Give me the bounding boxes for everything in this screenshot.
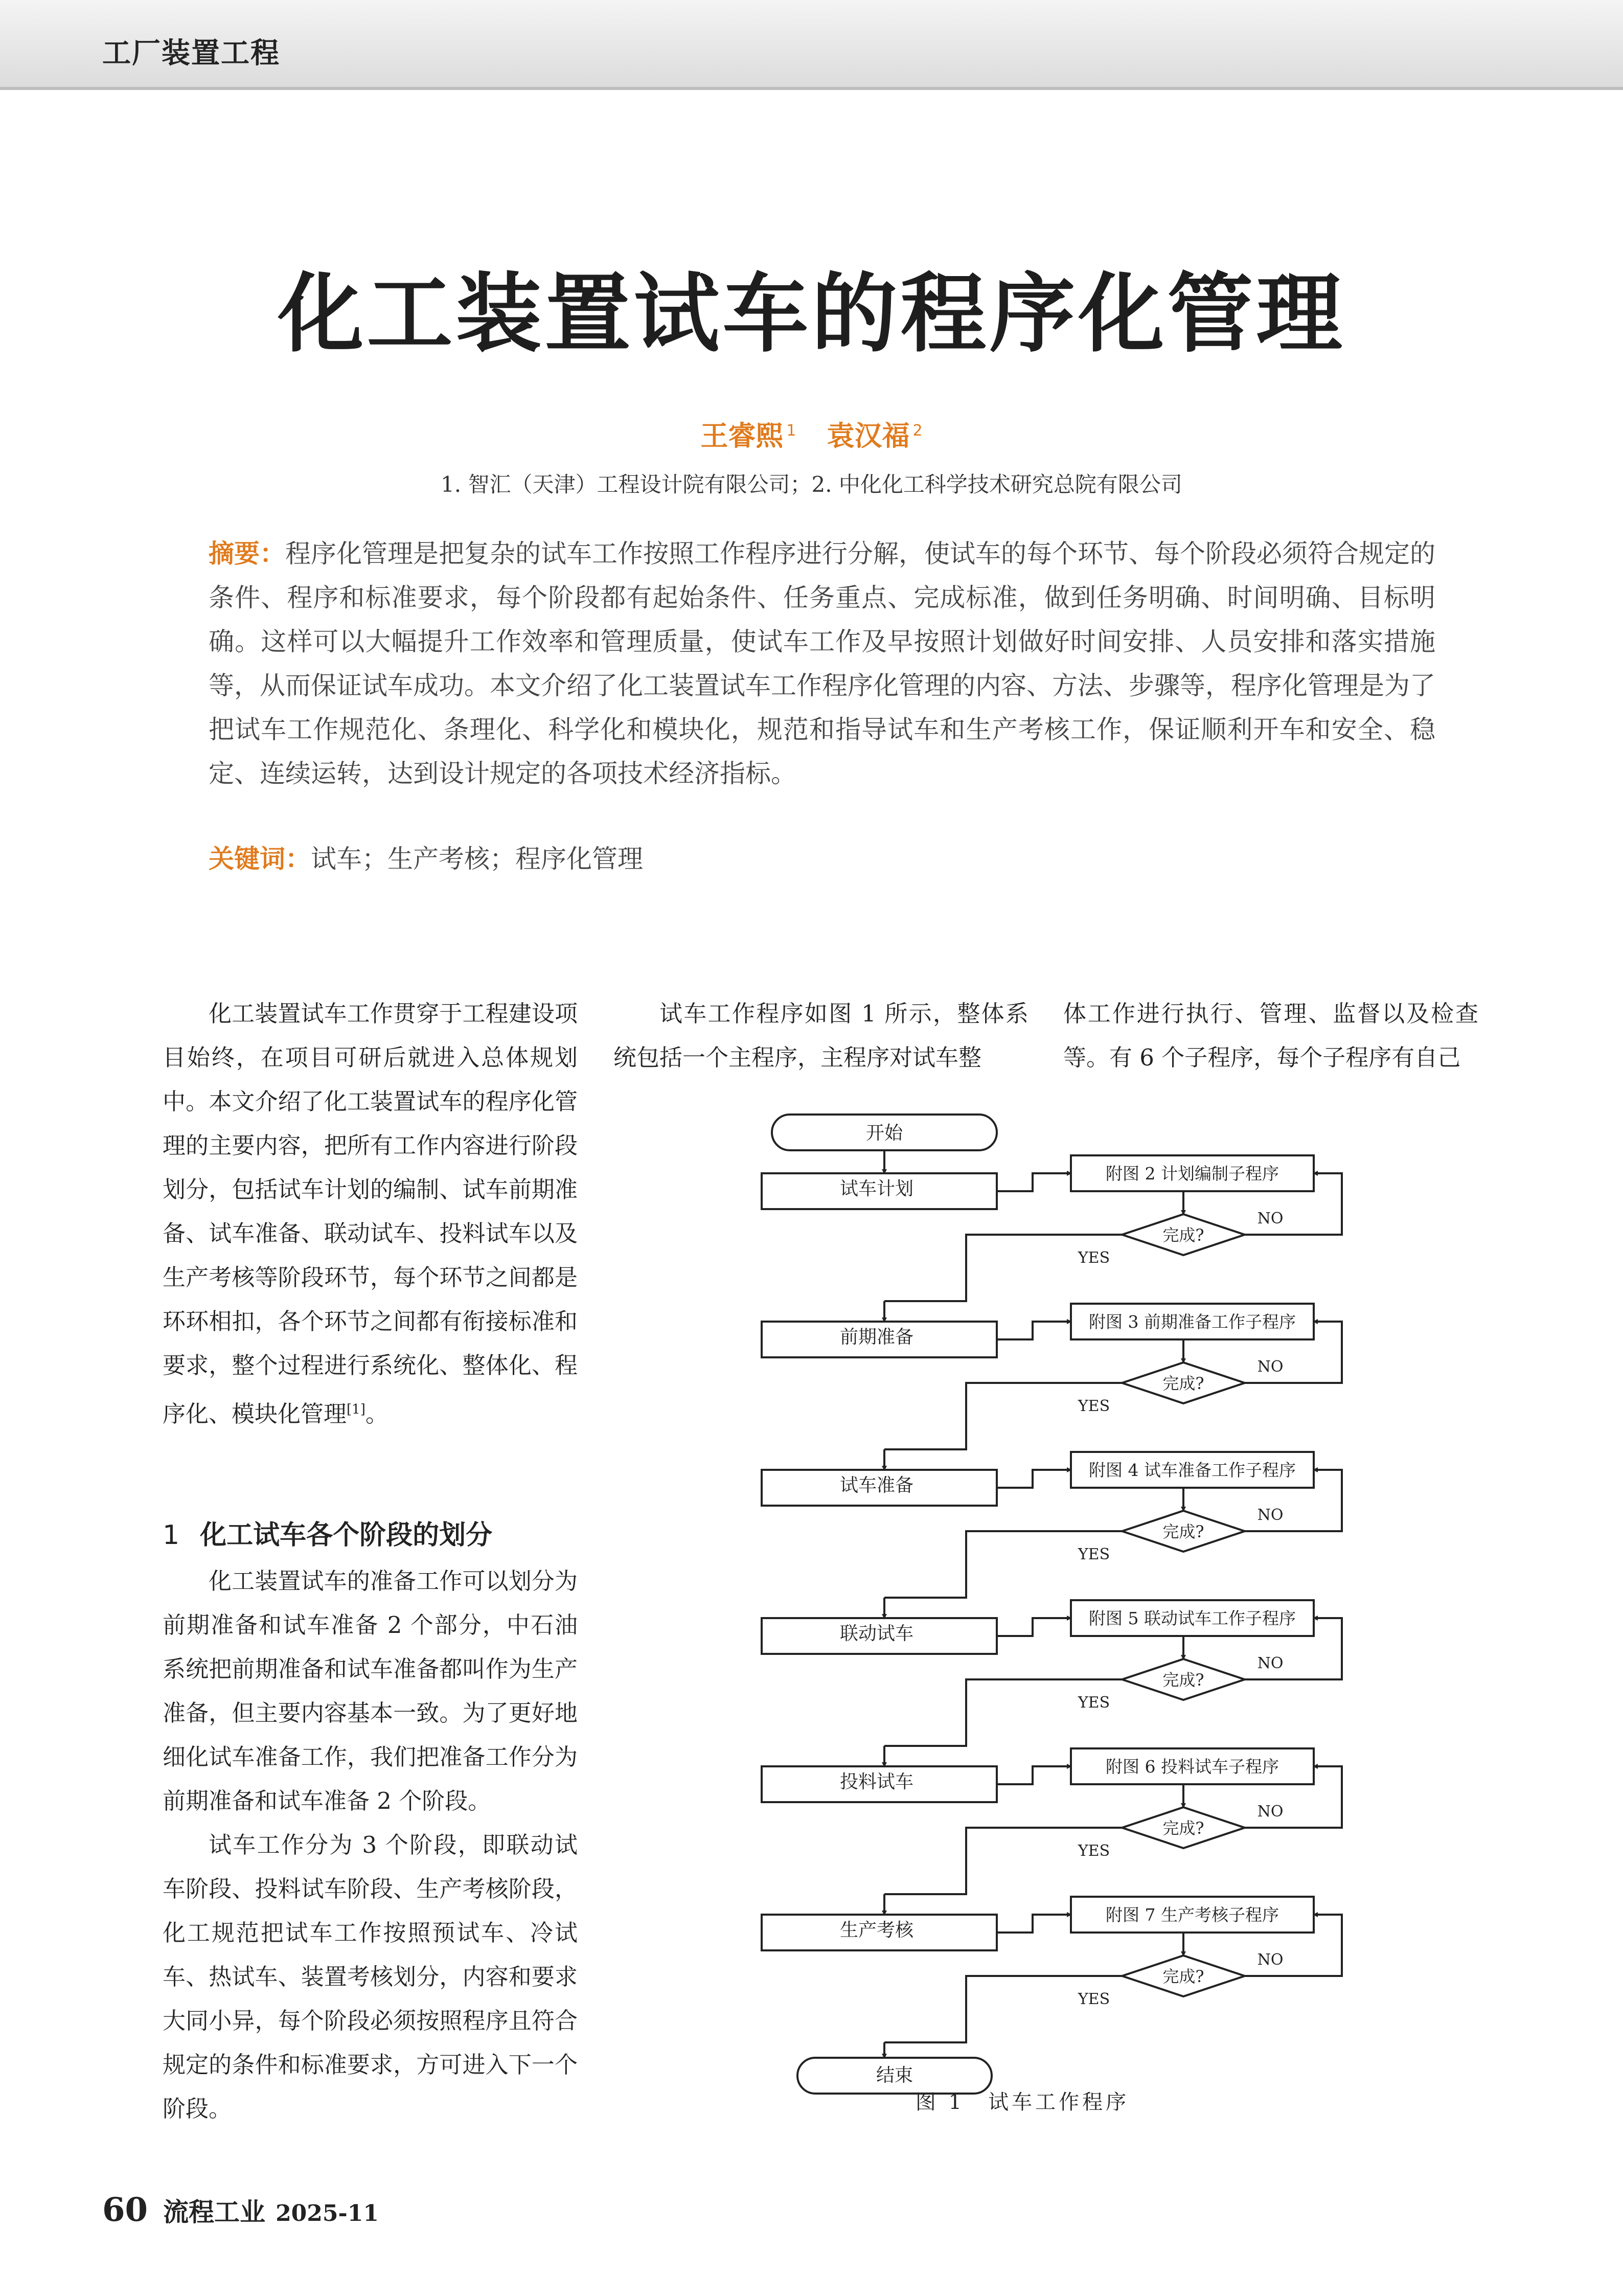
yes-path bbox=[884, 1531, 1122, 1598]
issue-date: 2025-11 bbox=[276, 2200, 379, 2226]
end-label: 结束 bbox=[876, 2065, 913, 2086]
authors: 王睿熙 $^1$ 袁汉福 $^2$ bbox=[700, 420, 923, 452]
abstract-text: 程序化管理是把复杂的试车工作按照工作程序进行分解，使试车的每个环节、每个阶段必须符合规定的条件、程序和标准要求，每个阶段都有起始条件、任务重点、完成标准，做到任务明确、时间明确、目标明确。这样可以大幅提升工作效率和管理质量，使试车工作及早按照计划做好时间安排、人员安排和落实措施等，从而保证试车成功。本文介绍了化工装置试车工作程序化管理的内容、方法、步骤等，程序化管理是为了把试车工作规范化、条理化、科学化和模块化，规范和指导试车和生产考核工作，保证顺利开车和安全、稳定、连续运转，达到设计规定的各项技术经济指标。 bbox=[209, 539, 1435, 788]
decision-label: 完成? bbox=[1162, 1818, 1204, 1838]
intro-paragraph: 化工装置试车工作贯穿于工程建设项目始终，在项目可研后就进入总体规划中。本文介绍了化工装置试车的程序化管理的主要内容，把所有工作内容进行阶段划分，包括试车计划的编制、试车前期准备、试车准备、联动试车、投料试车以及生产考核等阶段环节，每个环节之间都是环环相扣，各个环节之间都有衔接标准和要求，整个过程进行系统化、整体化、程序化、模块化管理[1]。 bbox=[163, 1000, 578, 1427]
sub-connector bbox=[997, 1173, 1071, 1191]
section1-paragraph-1: 化工装置试车的准备工作可以划分为前期准备和试车准备 2 个部分，中石油系统把前期准备和试车准备都叫作为生产准备，但主要内容基本一致。为了更好地细化试车准备工作，我们把准备工作分为前期准备和试车准备 2 个阶段。 bbox=[163, 1567, 578, 1814]
flowchart-figure bbox=[746, 1094, 1360, 2086]
column-2-text: 试车工作程序如图 1 所示，整体系统包括一个主程序，主程序对试车整 bbox=[613, 1000, 1028, 1071]
yes-label: YES bbox=[1078, 1397, 1110, 1415]
section1-body bbox=[163, 1559, 578, 2131]
abstract bbox=[209, 532, 1435, 795]
sub-connector bbox=[997, 1766, 1071, 1784]
decision-label: 完成? bbox=[1162, 1967, 1204, 1986]
yes-path bbox=[884, 1976, 1122, 2042]
no-label: NO bbox=[1257, 1803, 1284, 1821]
decision-label: 完成? bbox=[1162, 1374, 1204, 1393]
yes-label: YES bbox=[1078, 1694, 1110, 1712]
column-3-text: 体工作进行执行、管理、监督以及检查等。有 6 个子程序，每个子程序有自己 bbox=[1063, 1000, 1478, 1071]
citation-ref: [1] bbox=[347, 1402, 365, 1417]
keywords-text: 试车；生产考核；程序化管理 bbox=[311, 844, 643, 874]
sub-connector bbox=[997, 1470, 1071, 1488]
no-label: NO bbox=[1257, 1210, 1284, 1227]
header-band bbox=[0, 0, 1623, 90]
yes-label: YES bbox=[1078, 1990, 1110, 2008]
yes-path bbox=[884, 1383, 1122, 1449]
no-label: NO bbox=[1257, 1951, 1284, 1969]
subprogram-label: 附图 6 投料试车子程序 bbox=[1106, 1757, 1279, 1777]
subprogram-label: 附图 2 计划编制子程序 bbox=[1106, 1164, 1279, 1184]
decision-label: 完成? bbox=[1162, 1225, 1204, 1245]
decision-label: 完成? bbox=[1162, 1522, 1204, 1541]
section-heading: 1 化工试车各个阶段的划分 bbox=[163, 1520, 493, 1551]
stage-label: 生产考核 bbox=[839, 1920, 914, 1941]
page-footer bbox=[102, 2191, 379, 2229]
page-number: 60 bbox=[102, 2191, 148, 2229]
stage-label: 试车准备 bbox=[839, 1475, 914, 1496]
yes-label: YES bbox=[1078, 1842, 1110, 1860]
author-1: 王睿熙 bbox=[700, 420, 784, 452]
article-title: 化工装置试车的程序化管理 bbox=[278, 264, 1345, 364]
stage-label: 投料试车 bbox=[839, 1771, 914, 1792]
subprogram-label: 附图 3 前期准备工作子程序 bbox=[1089, 1312, 1296, 1332]
yes-path bbox=[884, 1679, 1122, 1746]
subprogram-label: 附图 7 生产考核子程序 bbox=[1106, 1905, 1279, 1925]
stage-label: 试车计划 bbox=[839, 1178, 914, 1199]
keywords bbox=[209, 838, 1435, 875]
keywords-label: 关键词： bbox=[209, 844, 311, 874]
stage-label: 联动试车 bbox=[839, 1623, 914, 1644]
stage-label: 前期准备 bbox=[839, 1327, 914, 1348]
affiliation: 1. 智汇（天津）工程设计院有限公司；2. 中化化工科学技术研究总院有限公司 bbox=[441, 472, 1182, 497]
yes-path bbox=[884, 1828, 1122, 1894]
section1-paragraph-2: 试车工作分为 3 个阶段，即联动试车阶段、投料试车阶段、生产考核阶段，化工规范把试车工作按照预试车、冷试车、热试车、装置考核划分，内容和要求大同小异，每个阶段必须按照程序且符合规定的条件和标准要求，方可进入下一个阶段。 bbox=[163, 1831, 578, 2122]
author-2: 袁汉福 bbox=[827, 420, 910, 452]
sub-connector bbox=[997, 1618, 1071, 1636]
decision-label: 完成? bbox=[1162, 1670, 1204, 1690]
sub-connector bbox=[997, 1322, 1071, 1339]
abstract-label: 摘要： bbox=[209, 539, 285, 569]
yes-path bbox=[884, 1235, 1122, 1301]
subprogram-label: 附图 4 试车准备工作子程序 bbox=[1089, 1460, 1296, 1480]
sub-connector bbox=[997, 1915, 1071, 1933]
yes-label: YES bbox=[1078, 1545, 1110, 1563]
no-label: NO bbox=[1257, 1358, 1284, 1376]
subprogram-label: 附图 5 联动试车工作子程序 bbox=[1089, 1608, 1296, 1628]
section-label: 工厂装置工程 bbox=[102, 37, 280, 70]
journal-name: 流程工业 bbox=[163, 2197, 266, 2227]
start-label: 开始 bbox=[865, 1123, 903, 1144]
no-label: NO bbox=[1257, 1506, 1284, 1524]
figure-caption: 图 1 试车工作程序 bbox=[915, 2090, 1130, 2114]
yes-label: YES bbox=[1078, 1249, 1110, 1267]
no-label: NO bbox=[1257, 1654, 1284, 1672]
